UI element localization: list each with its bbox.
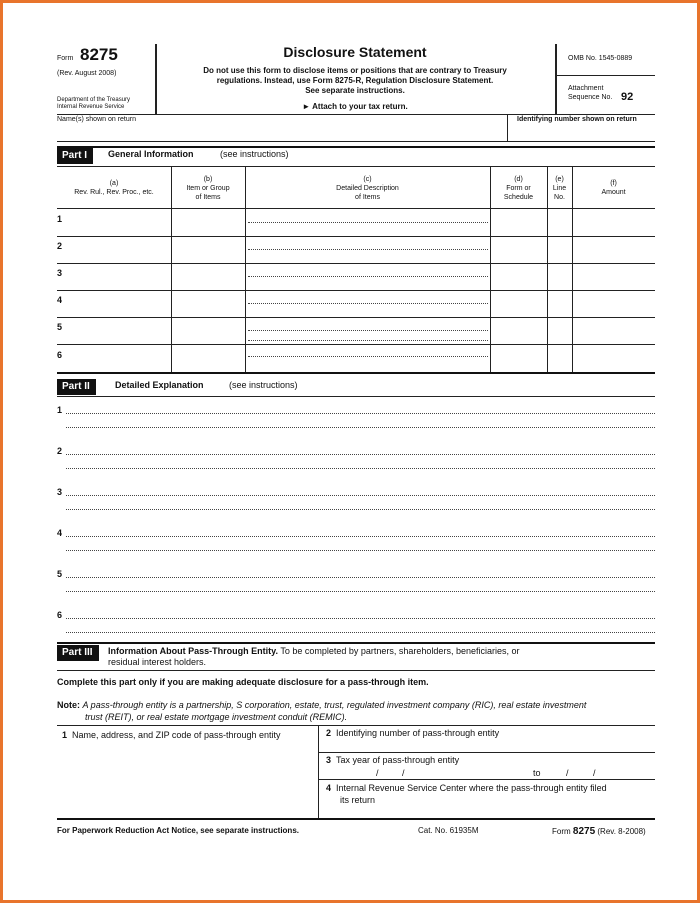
column-a-header: (a) Rev. Rul., Rev. Proc., etc. — [74, 180, 154, 196]
column-divider-c — [245, 166, 246, 372]
note-label: Note: — [57, 700, 80, 710]
item2-text: Identifying number of pass-through entity — [336, 728, 500, 738]
part1-bottom-rule — [57, 372, 655, 374]
footer-revision: (Rev. 8-2008) — [597, 827, 646, 836]
item2-rule — [318, 752, 655, 753]
item3-label — [326, 755, 459, 765]
explanation-line — [66, 591, 655, 592]
part3-label: Part III — [57, 645, 99, 661]
part2-bottom-rule — [57, 642, 655, 644]
date-slash: / — [376, 768, 379, 778]
explanation-line — [66, 454, 655, 455]
explanation-line — [66, 413, 655, 414]
part1-label: Part I — [57, 148, 93, 164]
item3-rule — [318, 779, 655, 780]
description-leader — [248, 222, 488, 223]
form-word: Form — [57, 55, 74, 62]
part3-items-divider — [318, 725, 319, 818]
explanation-line — [66, 632, 655, 633]
description-leader — [248, 330, 488, 331]
date-slash: / — [566, 768, 569, 778]
item2-label — [326, 728, 499, 738]
footer-form-word: Form — [552, 827, 571, 836]
form-revision: (Rev. August 2008) — [57, 70, 117, 77]
explanation-number: 6 — [57, 610, 63, 620]
explanation-line — [66, 495, 655, 496]
header-divider-left — [155, 44, 157, 114]
row-rule — [57, 290, 655, 291]
part1-columns-rule — [57, 208, 655, 209]
row-number: 4 — [57, 295, 63, 305]
part3-note — [57, 699, 655, 723]
date-slash: / — [593, 768, 596, 778]
part1-header-rule — [57, 166, 655, 167]
row-rule — [57, 317, 655, 318]
explanation-number: 3 — [57, 487, 63, 497]
part2-title: Detailed Explanation — [115, 380, 204, 390]
part3-title: Information About Pass-Through Entity. — [108, 646, 278, 656]
explanation-line — [66, 550, 655, 551]
column-divider-f — [572, 166, 573, 372]
part2-header-rule — [57, 396, 655, 397]
row-number: 1 — [57, 214, 63, 224]
date-slash: / — [402, 768, 405, 778]
item4-line2: its return — [340, 795, 376, 805]
row-number: 2 — [57, 241, 63, 251]
column-divider-b — [171, 166, 172, 372]
column-d-header: (d) Form or Schedule — [503, 176, 534, 201]
description-leader — [248, 356, 488, 357]
explanation-line — [66, 536, 655, 537]
description-leader — [248, 276, 488, 277]
names-field[interactable] — [57, 126, 507, 140]
explanation-number: 5 — [57, 569, 63, 579]
omb-divider — [555, 75, 655, 76]
column-divider-e — [547, 166, 548, 372]
row-rule — [57, 263, 655, 264]
explanation-number: 2 — [57, 446, 63, 456]
explanation-line — [66, 468, 655, 469]
tax-year-to: to — [533, 768, 541, 778]
explanation-line — [66, 577, 655, 578]
names-label: Name(s) shown on return — [57, 116, 136, 123]
instruction-line1: Do not use this form to disclose items or positions that are contrary to Treasury — [203, 66, 507, 75]
column-c-header: (c) Detailed Description of Items — [336, 176, 399, 201]
explanation-line — [66, 509, 655, 510]
item2-number: 2 — [326, 728, 332, 738]
form-bottom-rule — [57, 818, 655, 820]
part2-label: Part II — [57, 379, 96, 395]
irs-center-field[interactable] — [340, 806, 655, 818]
column-e-header: (e) Line No. — [552, 176, 567, 201]
item4-line1: Internal Revenue Service Center where the pass-through entity filed — [336, 783, 607, 793]
sequence-label: Sequence No. — [568, 94, 613, 101]
item4-label — [326, 782, 607, 806]
part3-title-rest: To be completed by partners, shareholders, beneficiaries, or — [280, 646, 520, 656]
item3-text: Tax year of pass-through entity — [336, 755, 460, 765]
part1-top-rule — [57, 146, 655, 148]
header-divider-right — [555, 44, 557, 114]
column-divider-d — [490, 166, 491, 372]
column-b-header: (b) Item or Group of Items — [186, 176, 230, 201]
explanation-line — [66, 427, 655, 428]
sequence-number: 92 — [621, 91, 634, 103]
part3-items-top-rule — [57, 725, 655, 726]
instruction-line2: regulations. Instead, use Form 8275-R, Regulation Disclosure Statement. — [216, 76, 494, 85]
row-number: 3 — [57, 268, 63, 278]
part2-title-note: (see instructions) — [229, 380, 298, 390]
row-number: 5 — [57, 322, 63, 332]
row-rule — [57, 236, 655, 237]
row-rule — [57, 344, 655, 345]
footer-form-number: 8275 — [572, 826, 596, 837]
item1-text: Name, address, and ZIP code of pass-through entity — [72, 730, 281, 740]
explanation-number: 1 — [57, 405, 63, 415]
pass-through-name-address-field[interactable] — [57, 744, 317, 816]
part3-complete-note: Complete this part only if you are making adequate disclosure for a pass-through item. — [57, 677, 429, 687]
footer-form-id — [552, 826, 646, 837]
item4-number: 4 — [326, 783, 332, 793]
department-line2: Internal Revenue Service — [57, 104, 125, 110]
note-line1: A pass-through entity is a partnership, S corporation, estate, trust, regulated investment company (RIC), real estate investment — [82, 700, 587, 710]
item1-label — [62, 730, 280, 740]
part1-title: General Information — [108, 149, 194, 159]
description-leader — [248, 303, 488, 304]
part1-title-note: (see instructions) — [220, 149, 289, 159]
part3-title-block — [108, 646, 656, 668]
form-number: 8275 — [80, 45, 118, 64]
row-number: 6 — [57, 350, 63, 360]
paperwork-notice: For Paperwork Reduction Act Notice, see separate instructions. — [57, 826, 299, 835]
form-title: Disclosure Statement — [283, 44, 427, 60]
department-line1: Department of the Treasury — [57, 97, 131, 103]
identifying-number-field[interactable] — [510, 126, 655, 140]
explanation-line — [66, 618, 655, 619]
part3-title-line2: residual interest holders. — [108, 657, 207, 667]
item3-number: 3 — [326, 755, 332, 765]
omb-number: OMB No. 1545-0889 — [568, 55, 633, 62]
catalog-number: Cat. No. 61935M — [418, 826, 479, 835]
name-row-divider — [507, 114, 508, 141]
item1-number: 1 — [62, 730, 68, 740]
attachment-label: Attachment — [568, 85, 604, 92]
description-leader — [248, 340, 488, 341]
description-leader — [248, 249, 488, 250]
name-row-bottom-rule — [57, 141, 655, 142]
part3-header-rule — [57, 670, 655, 671]
identifying-number-label: Identifying number shown on return — [517, 116, 637, 123]
pass-through-id-field[interactable] — [340, 740, 655, 752]
column-f-header: (f) Amount — [601, 180, 626, 196]
note-line2: trust (REIT), or real estate mortgage investment conduit (REMIC). — [85, 712, 348, 722]
header-bottom-rule — [57, 114, 655, 115]
explanation-number: 4 — [57, 528, 63, 538]
instruction-line3: See separate instructions. — [305, 86, 405, 95]
attach-instruction: ► Attach to your tax return. — [302, 102, 408, 111]
